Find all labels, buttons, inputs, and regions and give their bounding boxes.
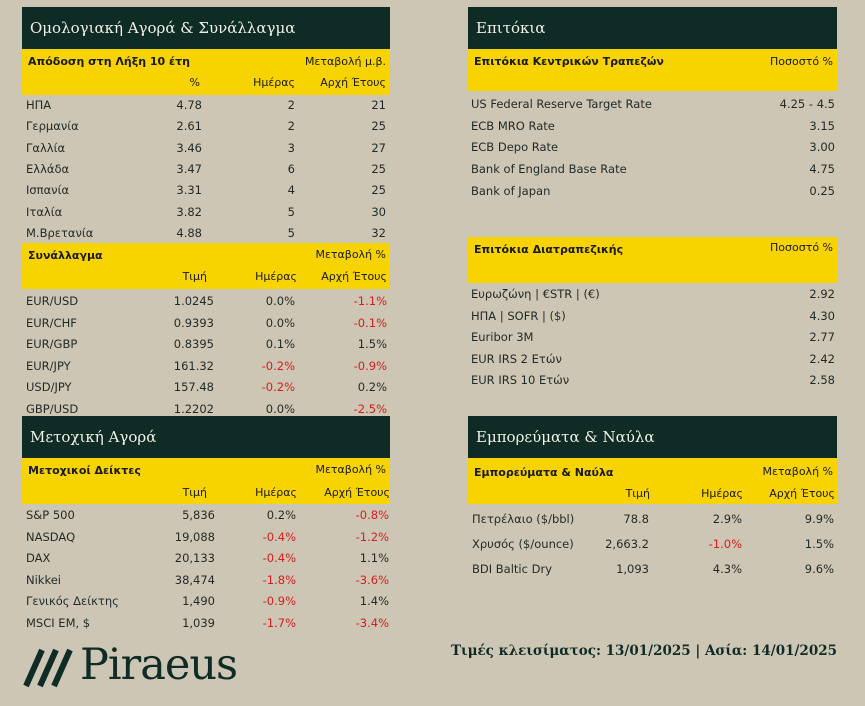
table-row <box>22 316 390 334</box>
logo-wordmark: Piraeus <box>80 640 238 690</box>
row-name: Πετρέλαιο ($/bbl) <box>472 512 575 526</box>
interbank-sub-right: Ποσοστό % <box>770 241 833 254</box>
row-name: EUR/USD <box>26 294 79 308</box>
row-ytd-change: -0.1% <box>353 315 387 330</box>
table-row <box>22 119 390 137</box>
row-day-change: -0.9% <box>262 594 296 608</box>
row-ytd-change: -3.6% <box>355 572 389 587</box>
commodities-sub-right: Μεταβολή % <box>762 465 833 478</box>
fx-sub-title: Συνάλλαγμα <box>28 249 103 262</box>
table-row <box>22 162 390 180</box>
row-day-change: 2 <box>287 98 295 112</box>
row-ytd-change: 0.2% <box>357 380 387 394</box>
row-value: 2,663.2 <box>605 537 649 551</box>
row-name: DAX <box>26 551 51 565</box>
row-day-change: 2 <box>287 119 295 134</box>
table-row <box>22 594 390 612</box>
row-day-change: -1.7% <box>262 615 296 630</box>
row-day-change: 5 <box>287 204 295 219</box>
list-item <box>468 373 837 391</box>
rate-value: 0.25 <box>809 183 835 198</box>
interbank-sub-title: Επιτόκια Διατραπεζικής <box>474 243 624 256</box>
row-value: 4.78 <box>176 98 202 112</box>
rate-value: 3.00 <box>809 140 835 155</box>
interbank-rates-table <box>468 283 837 413</box>
row-ytd-change: 27 <box>371 140 386 155</box>
row-value: 0.9393 <box>173 315 214 330</box>
row-ytd-change: 25 <box>371 119 386 134</box>
rate-value: 3.15 <box>809 118 835 133</box>
row-value: 5,836 <box>182 508 215 522</box>
fx-table <box>22 289 390 419</box>
commodities-sub-title: Εμπορεύματα & Ναύλα <box>474 466 614 479</box>
row-name: Ελλάδα <box>26 161 70 176</box>
row-value: 1.0245 <box>173 294 214 308</box>
rate-value: 2.42 <box>809 351 835 366</box>
row-name: Γενικός Δείκτης <box>26 594 119 608</box>
row-day-change: 6 <box>287 161 295 176</box>
rate-name: EUR IRS 10 Ετών <box>471 373 570 388</box>
list-item <box>468 309 837 327</box>
rate-name: ΗΠΑ | SOFR | ($) <box>471 308 566 323</box>
table-row <box>22 380 390 398</box>
table-row <box>22 294 390 312</box>
row-name: BDI Baltic Dry <box>472 562 552 576</box>
bonds-fx-title: Ομολογιακή Αγορά & Συνάλλαγμα <box>22 7 390 49</box>
row-value: 3.46 <box>176 140 202 155</box>
table-row <box>22 226 390 244</box>
fx-col2: Ημέρας <box>255 270 297 283</box>
equities-sub-title: Μετοχικοί Δείκτες <box>28 464 141 477</box>
equities-col3: Αρχή Έτους <box>324 486 390 499</box>
list-item <box>468 162 837 180</box>
row-day-change: 0.0% <box>265 315 295 330</box>
row-day-change: 0.0% <box>265 294 295 308</box>
bonds-sub-right: Μεταβολή μ.β. <box>304 55 386 68</box>
list-item <box>468 352 837 370</box>
row-name: GBP/USD <box>26 401 79 416</box>
row-value: 157.48 <box>173 380 214 394</box>
row-name: EUR/JPY <box>26 358 71 373</box>
commodities-panel <box>468 416 837 584</box>
row-day-change: -1.8% <box>262 572 296 587</box>
table-row <box>22 141 390 159</box>
row-ytd-change: -0.9% <box>353 358 387 373</box>
row-value: 3.31 <box>176 183 202 198</box>
commodities-col3: Αρχή Έτους <box>769 487 835 500</box>
row-value: 1.2202 <box>173 401 214 416</box>
table-row <box>22 183 390 201</box>
row-name: Χρυσός ($/ounce) <box>472 537 574 551</box>
row-ytd-change: 9.9% <box>804 512 834 526</box>
list-item <box>468 330 837 348</box>
equities-panel <box>22 416 390 634</box>
row-day-change: -0.2% <box>261 380 295 394</box>
row-ytd-change: 30 <box>371 204 386 219</box>
rate-name: ECB Depo Rate <box>471 140 559 155</box>
list-item <box>468 119 837 137</box>
row-ytd-change: -3.4% <box>355 615 389 630</box>
equities-col2: Ημέρας <box>255 486 297 499</box>
row-name: NASDAQ <box>26 529 76 544</box>
row-value: 3.47 <box>176 161 202 176</box>
list-item <box>468 287 837 305</box>
list-item <box>468 97 837 115</box>
rate-name: Ευρωζώνη | €STR | (€) <box>471 287 600 301</box>
row-value: 1,093 <box>616 562 649 576</box>
table-row <box>22 616 390 634</box>
rate-name: Euribor 3M <box>471 330 534 345</box>
table-row <box>22 205 390 223</box>
commodities-col2: Ημέρας <box>701 487 743 500</box>
table-row <box>468 512 836 530</box>
table-row <box>468 562 836 580</box>
rate-value: 4.30 <box>809 308 835 323</box>
fx-col3: Αρχή Έτους <box>321 270 387 283</box>
rate-name: US Federal Reserve Target Rate <box>471 97 652 111</box>
row-name: Γαλλία <box>26 140 66 155</box>
fx-sub-right: Μεταβολή % <box>315 248 386 261</box>
row-ytd-change: 25 <box>371 161 386 176</box>
row-name: ΗΠΑ <box>26 98 52 112</box>
row-day-change: 2.9% <box>712 512 742 526</box>
row-ytd-change: 21 <box>371 98 386 112</box>
central-sub-right: Ποσοστό % <box>770 55 833 68</box>
table-row <box>22 508 390 526</box>
rate-name: ECB MRO Rate <box>471 118 555 133</box>
row-value: 0.8395 <box>173 337 214 351</box>
rates-title: Επιτόκια <box>468 7 837 49</box>
row-day-change: 4.3% <box>712 562 742 576</box>
row-ytd-change: -2.5% <box>353 401 387 416</box>
table-row <box>468 537 836 555</box>
rate-name: Bank of England Base Rate <box>471 162 627 177</box>
table-row <box>22 573 390 591</box>
fx-subheader <box>22 243 390 289</box>
row-value: 19,088 <box>174 529 215 544</box>
row-value: 2.61 <box>176 119 202 134</box>
equities-subheader <box>22 458 390 504</box>
table-row <box>22 551 390 569</box>
commodities-col1: Τιμή <box>625 487 650 500</box>
row-value: 38,474 <box>174 572 215 587</box>
table-row <box>22 359 390 377</box>
row-ytd-change: 1.5% <box>804 537 834 551</box>
row-value: 4.88 <box>176 225 202 240</box>
row-ytd-change: -1.1% <box>353 294 387 308</box>
row-name: USD/JPY <box>26 380 72 394</box>
row-value: 20,133 <box>174 551 215 565</box>
bonds-sub-title: Απόδοση στη Λήξη 10 έτη <box>28 55 190 68</box>
row-value: 78.8 <box>623 512 649 526</box>
central-rates-table <box>468 91 837 237</box>
rate-name: Bank of Japan <box>471 183 551 198</box>
interbank-subheader <box>468 237 837 283</box>
row-day-change: -0.4% <box>262 529 296 544</box>
row-name: MSCI EM, $ <box>26 615 91 630</box>
row-name: Μ.Βρετανία <box>26 225 94 240</box>
row-day-change: 5 <box>287 225 295 240</box>
row-day-change: 3 <box>287 140 295 155</box>
row-value: 1,490 <box>182 594 215 608</box>
table-row <box>22 98 390 116</box>
equities-sub-right: Μεταβολή % <box>315 463 386 476</box>
row-name: Nikkei <box>26 572 61 587</box>
row-name: Ιταλία <box>26 204 63 219</box>
row-day-change: 0.0% <box>265 401 295 416</box>
row-ytd-change: 9.6% <box>804 562 834 576</box>
row-day-change: 4 <box>287 183 295 198</box>
row-ytd-change: 1.5% <box>357 337 387 351</box>
rate-value: 4.75 <box>809 162 835 177</box>
rate-name: EUR IRS 2 Ετών <box>471 351 562 366</box>
row-ytd-change: 32 <box>371 225 386 240</box>
table-row <box>22 530 390 548</box>
bonds-subheader <box>22 49 390 95</box>
rate-value: 2.92 <box>809 287 835 301</box>
row-value: 1,039 <box>182 615 215 630</box>
central-sub-title: Επιτόκια Κεντρικών Τραπεζών <box>474 55 664 68</box>
row-day-change: 0.1% <box>265 337 295 351</box>
row-name: EUR/CHF <box>26 315 77 330</box>
row-day-change: -1.0% <box>708 537 742 551</box>
equities-title: Μετοχική Αγορά <box>22 416 390 458</box>
commodities-title: Εμπορεύματα & Ναύλα <box>468 416 837 458</box>
row-name: Γερμανία <box>26 119 79 134</box>
row-ytd-change: 25 <box>371 183 386 198</box>
row-day-change: 0.2% <box>266 508 296 522</box>
fx-col1: Τιμή <box>182 270 207 283</box>
row-ytd-change: -1.2% <box>355 529 389 544</box>
row-value: 161.32 <box>173 358 214 373</box>
equities-table <box>22 504 390 634</box>
row-ytd-change: 1.4% <box>359 594 389 608</box>
row-ytd-change: 1.1% <box>359 551 389 565</box>
list-item <box>468 140 837 158</box>
rate-value: 4.25 - 4.5 <box>779 97 835 111</box>
row-name: EUR/GBP <box>26 337 78 351</box>
bonds-fx-panel <box>22 7 390 419</box>
bonds-col2: Ημέρας <box>253 76 295 89</box>
equities-col1: Τιμή <box>182 486 207 499</box>
central-subheader <box>468 49 837 91</box>
row-day-change: -0.4% <box>262 551 296 565</box>
bonds-col1: % <box>189 76 200 89</box>
row-name: Ισπανία <box>26 183 70 198</box>
commodities-subheader <box>468 458 837 504</box>
commodities-table <box>468 504 837 584</box>
row-name: S&P 500 <box>26 508 75 522</box>
rate-value: 2.77 <box>809 330 835 345</box>
rates-panel <box>468 7 837 413</box>
rate-value: 2.58 <box>809 373 835 388</box>
logo-slashes-icon <box>22 640 84 692</box>
closing-prices-date: Τιμές κλεισίματος: 13/01/2025 | Ασία: 14/01/2025 <box>450 643 837 659</box>
row-day-change: -0.2% <box>261 358 295 373</box>
bonds-table <box>22 95 390 243</box>
piraeus-logo <box>22 640 267 692</box>
row-ytd-change: -0.8% <box>355 508 389 522</box>
list-item <box>468 184 837 202</box>
table-row <box>22 337 390 355</box>
row-value: 3.82 <box>176 204 202 219</box>
bonds-col3: Αρχή Έτους <box>320 76 386 89</box>
